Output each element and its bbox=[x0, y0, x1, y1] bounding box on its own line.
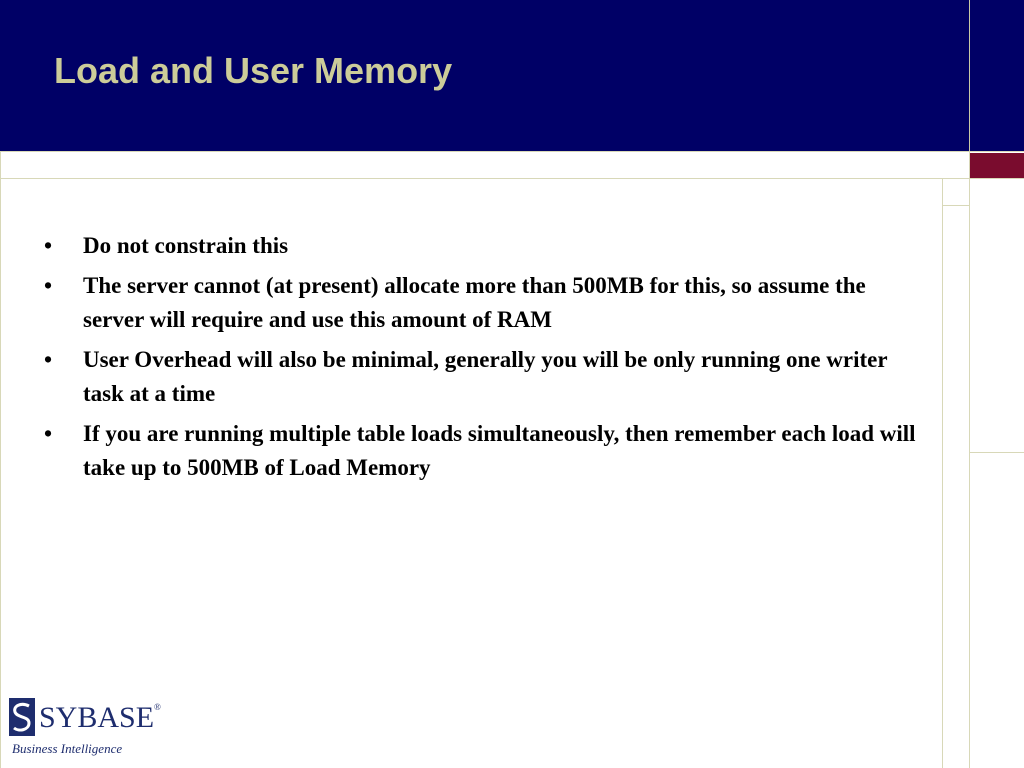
rule-line-vertical-1 bbox=[942, 178, 943, 768]
bullet-text: The server cannot (at present) allocate more than 500MB for this, so assume the server will require and use this amount of RAM bbox=[83, 273, 866, 332]
bullet-item bbox=[44, 269, 924, 337]
bullet-icon: • bbox=[44, 347, 53, 372]
header-band-right bbox=[970, 0, 1024, 151]
bullet-icon: • bbox=[44, 421, 53, 446]
bullet-text: User Overhead will also be minimal, generally you will be only running one writer task at a time bbox=[83, 347, 888, 406]
rule-line-left bbox=[0, 151, 1, 768]
slide-title: Load and User Memory bbox=[54, 50, 453, 91]
rule-line-vertical-2 bbox=[969, 151, 970, 768]
bullet-list bbox=[44, 229, 924, 491]
logo-tagline: Business Intelligence bbox=[12, 741, 123, 756]
bullet-item bbox=[44, 417, 924, 485]
bullet-icon: • bbox=[44, 233, 53, 258]
bullet-text: If you are running multiple table loads simultaneously, then remember each load will take up to 500MB of Load Memory bbox=[83, 421, 916, 480]
bullet-item bbox=[44, 229, 924, 263]
rule-line-right bbox=[970, 452, 1024, 453]
bullet-item bbox=[44, 343, 924, 411]
sybase-wordmark bbox=[39, 700, 161, 736]
accent-block bbox=[970, 153, 1024, 178]
rule-line-under-header bbox=[0, 178, 1024, 179]
rule-line-short bbox=[943, 205, 970, 206]
sybase-logo bbox=[9, 698, 159, 760]
wordmark-text: SYBASE bbox=[39, 701, 155, 734]
bullet-icon: • bbox=[44, 273, 53, 298]
sybase-emblem-icon bbox=[9, 698, 35, 736]
trademark-symbol: ® bbox=[154, 702, 161, 712]
rule-line-top bbox=[0, 151, 1024, 152]
bullet-text: Do not constrain this bbox=[83, 233, 289, 258]
